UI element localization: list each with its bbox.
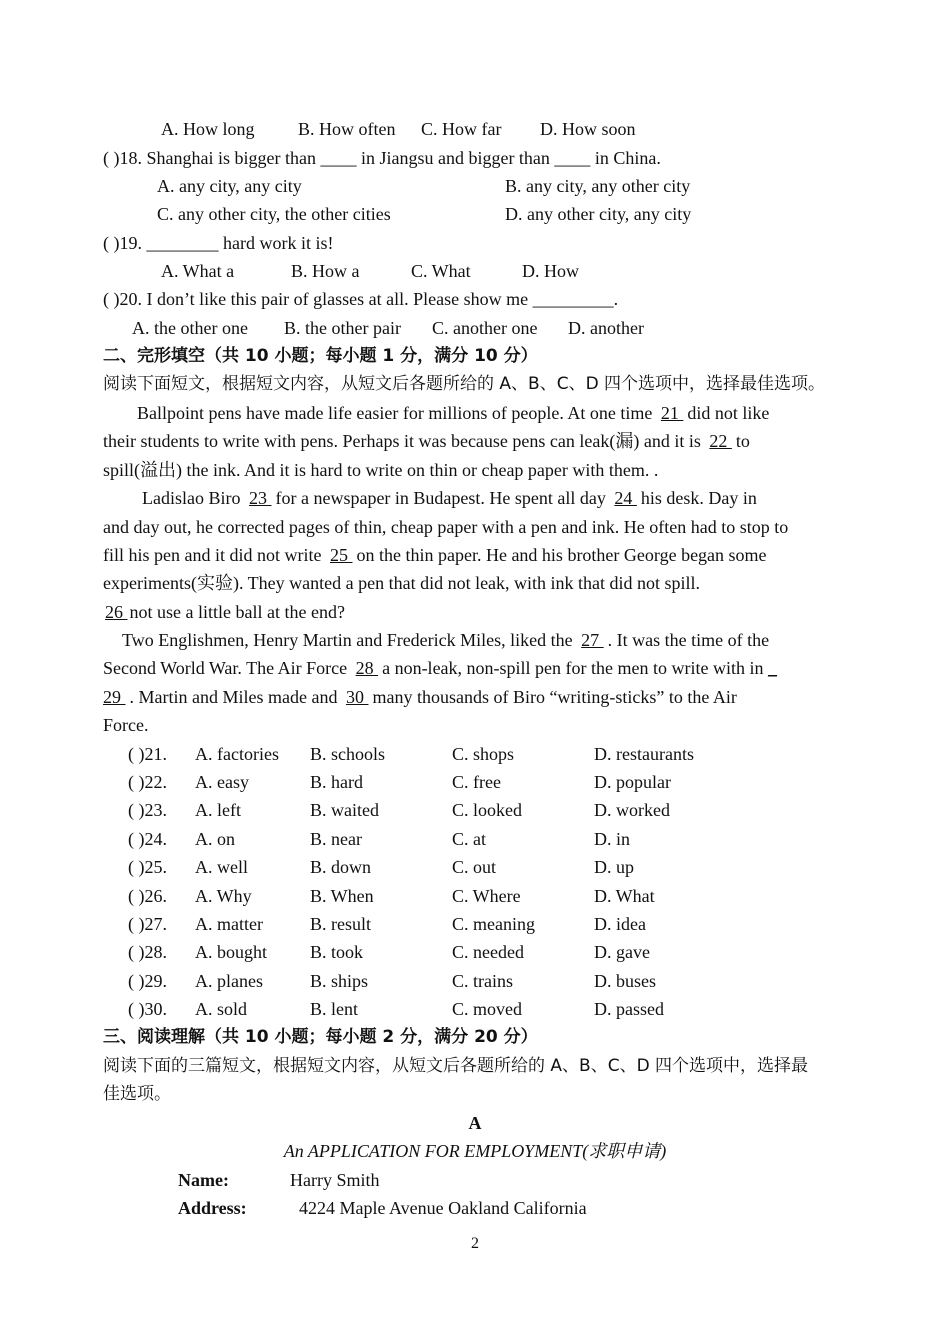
cloze-option: A. matter (195, 914, 263, 934)
cloze-option: D. passed (594, 999, 664, 1019)
cloze-text: fill his pen and it did not write (103, 545, 326, 565)
cloze-item-number: ( )26. (128, 886, 167, 906)
cloze-option: A. factories (195, 744, 279, 764)
cloze-option: D. worked (594, 800, 670, 820)
section3-instruction-cont: 佳选项。 (103, 1084, 171, 1104)
cloze-option: C. free (452, 772, 501, 792)
cloze-text: his desk. Day in (640, 488, 757, 508)
cloze-item-number: ( )22. (128, 772, 167, 792)
blank-26: 26 (105, 602, 128, 622)
cloze-option: D. buses (594, 971, 656, 991)
cloze-option: B. When (310, 886, 374, 906)
cloze-line-12: Force. (103, 715, 149, 735)
page-number: 2 (471, 1235, 479, 1252)
cloze-option: D. in (594, 829, 630, 849)
q20-option-b: B. the other pair (284, 318, 401, 338)
cloze-option: A. left (195, 800, 241, 820)
cloze-text: many thousands of Biro “writing-sticks” to the Air (372, 687, 737, 707)
cloze-option: C. meaning (452, 914, 535, 934)
blank-21: 21 (660, 403, 684, 423)
cloze-option: D. idea (594, 914, 646, 934)
cloze-option: A. well (195, 857, 248, 877)
blank-28: 28 (355, 658, 379, 678)
cloze-line-11 (103, 685, 737, 709)
cloze-option: B. took (310, 942, 364, 962)
passage-label: A (468, 1113, 482, 1133)
cloze-line-6 (103, 543, 767, 567)
q19-option-a: A. What a (161, 261, 235, 281)
blank-23: 23 (248, 488, 272, 508)
cloze-option: A. easy (195, 772, 249, 792)
cloze-line-10 (103, 656, 777, 680)
cloze-option: C. moved (452, 999, 522, 1019)
q20-option-d: D. another (568, 318, 644, 338)
cloze-option: B. down (310, 857, 372, 877)
cloze-option: C. needed (452, 942, 524, 962)
cloze-option: A. bought (195, 942, 267, 962)
cloze-item-number: ( )27. (128, 914, 167, 934)
cloze-text: did not like (687, 403, 770, 423)
q19-option-d: D. How (522, 261, 579, 281)
cloze-option: C. shops (452, 744, 515, 764)
cloze-option: B. ships (310, 971, 369, 991)
cloze-option: D. restaurants (594, 744, 694, 764)
cloze-option: B. lent (310, 999, 358, 1019)
cloze-line-1 (137, 401, 769, 425)
cloze-item-number: ( )28. (128, 942, 167, 962)
cloze-option: A. sold (195, 999, 248, 1019)
cloze-option: C. out (452, 857, 497, 877)
cloze-line-4 (142, 486, 757, 510)
q17-option-b: B. How often (298, 119, 396, 139)
cloze-line-5: and day out, he corrected pages of thin, cheap paper with a pen and ink. He often had to stop to (103, 517, 789, 537)
name-value: Harry Smith (290, 1170, 380, 1190)
section2-instruction: 阅读下面短文，根据短文内容，从短文后各题所给的 A、B、C、D 四个选项中，选择最佳选项。 (103, 374, 826, 394)
cloze-option: B. near (310, 829, 362, 849)
cloze-option: A. Why (195, 886, 252, 906)
blank-27: 27 (581, 630, 604, 650)
cloze-text: on the thin paper. He and his brother George began some (356, 545, 767, 565)
q18-option-a: A. any city, any city (157, 176, 302, 196)
cloze-text: to (735, 431, 750, 451)
q17-option-a: A. How long (161, 119, 255, 139)
cloze-text: Ballpoint pens have made life easier for millions of people. At one time (137, 403, 657, 423)
section3-instruction: 阅读下面的三篇短文，根据短文内容，从短文后各题所给的 A、B、C、D 四个选项中，选择最 (103, 1056, 809, 1076)
cloze-option: D. popular (594, 772, 671, 792)
cloze-item-number: ( )25. (128, 857, 167, 877)
q17-option-d: D. How soon (540, 119, 636, 139)
cloze-option: D. up (594, 857, 634, 877)
cloze-option: D. What (594, 886, 655, 906)
cloze-option: C. trains (452, 971, 513, 991)
q18-option-c: C. any other city, the other cities (157, 204, 391, 224)
cloze-item-number: ( )24. (128, 829, 167, 849)
q17-option-c: C. How far (421, 119, 502, 139)
address-label: Address: (178, 1198, 247, 1218)
cloze-line-8 (103, 600, 345, 624)
cloze-text: for a newspaper in Budapest. He spent all day (275, 488, 611, 508)
cloze-line-7: experiments(实验). They wanted a pen that did not leak, with ink that did not spill. (103, 573, 701, 593)
cloze-item-number: ( )21. (128, 744, 167, 764)
cloze-option: A. on (195, 829, 235, 849)
blank-29-start: _ (768, 658, 777, 678)
blank-22: 22 (709, 431, 732, 451)
cloze-text: Second World War. The Air Force (103, 658, 352, 678)
passage-title: An APPLICATION FOR EMPLOYMENT(求职申请) (283, 1141, 667, 1161)
cloze-text: their students to write with pens. Perhaps it was because pens can leak(漏) and it is (103, 431, 706, 451)
blank-25: 25 (329, 545, 353, 565)
q18-stem: ( )18. Shanghai is bigger than ____ in Jiangsu and bigger than ____ in China. (103, 148, 661, 168)
cloze-option: D. gave (594, 942, 650, 962)
q19-stem: ( )19. ________ hard work it is! (103, 233, 334, 253)
cloze-text: Two Englishmen, Henry Martin and Frederick Miles, liked the (122, 630, 578, 650)
q20-option-c: C. another one (432, 318, 538, 338)
q19-option-c: C. What (411, 261, 471, 281)
blank-30: 30 (345, 687, 369, 707)
cloze-text: . Martin and Miles made and (129, 687, 342, 707)
blank-24: 24 (614, 488, 637, 508)
cloze-text: not use a little ball at the end? (129, 602, 345, 622)
section3-heading: 三、阅读理解（共 10 小题；每小题 2 分，满分 20 分） (103, 1027, 538, 1047)
cloze-text: a non-leak, non-spill pen for the men to write with in (382, 658, 768, 678)
address-value: 4224 Maple Avenue Oakland California (299, 1198, 587, 1218)
cloze-option: A. planes (195, 971, 263, 991)
blank-29: 29 (103, 687, 126, 707)
cloze-line-3: spill(溢出) the ink. And it is hard to write on thin or cheap paper with them. . (103, 460, 659, 480)
q18-option-b: B. any city, any other city (505, 176, 691, 196)
cloze-option: C. at (452, 829, 486, 849)
name-label: Name: (178, 1170, 229, 1190)
cloze-item-number: ( )29. (128, 971, 167, 991)
cloze-option: B. schools (310, 744, 386, 764)
cloze-option: B. result (310, 914, 371, 934)
q20-option-a: A. the other one (132, 318, 248, 338)
cloze-option: C. looked (452, 800, 522, 820)
q18-option-d: D. any other city, any city (505, 204, 692, 224)
cloze-option: B. waited (310, 800, 379, 820)
cloze-option: B. hard (310, 772, 363, 792)
cloze-text: . It was the time of the (607, 630, 770, 650)
cloze-option: C. Where (452, 886, 521, 906)
cloze-text: Ladislao Biro (142, 488, 245, 508)
section2-heading: 二、完形填空（共 10 小题；每小题 1 分，满分 10 分） (103, 346, 538, 366)
cloze-line-9 (122, 628, 769, 652)
cloze-item-number: ( )30. (128, 999, 167, 1019)
cloze-line-2 (103, 429, 750, 453)
cloze-item-number: ( )23. (128, 800, 167, 820)
q19-option-b: B. How a (291, 261, 360, 281)
q20-stem: ( )20. I don’t like this pair of glasses at all. Please show me _________. (103, 289, 619, 309)
